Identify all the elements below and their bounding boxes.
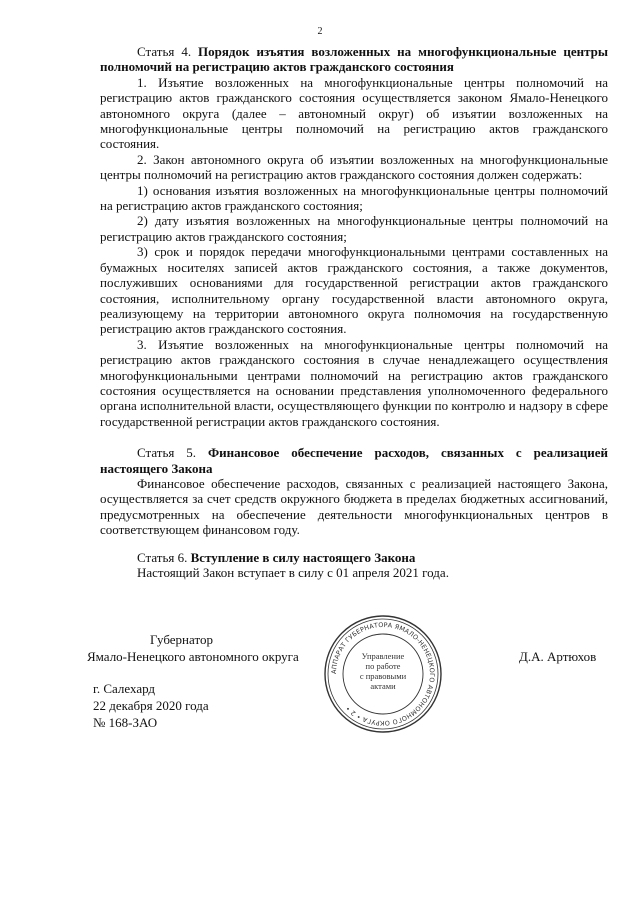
article-6-title: Вступление в силу настоящего Закона bbox=[190, 549, 416, 565]
article-5-prefix: Статья 5. bbox=[137, 445, 197, 461]
article-5-heading bbox=[100, 445, 608, 476]
law-number: № 168-ЗАО bbox=[93, 715, 158, 730]
article-4-heading bbox=[100, 44, 608, 75]
article-4-prefix: Статья 4. bbox=[137, 44, 192, 59]
svg-text:по работе: по работе bbox=[365, 661, 401, 671]
article-5-paragraph-1: Финансовое обеспечение расходов, связанных с реализацией настоящего Закона, осуществляется за счет средств окружного бюджета в пределах бюджетных ассигнований, предусмотренных на обеспечение деятельности многофункциональных центров в соответствующем финансовом году. bbox=[100, 475, 608, 538]
article-4-item-2: 2) дату изъятия возложенных на многофункциональные центры полномочий на регистрацию актов гражданского состояния; bbox=[100, 213, 608, 244]
signatory-name: Д.А. Артюхов bbox=[519, 649, 597, 664]
article-4-paragraph-3: 3. Изъятие возложенных на многофункциональные центры полномочий на регистрацию актов гражданского состояния в случае ненадлежащего осуществления многофункциональными центрами полномочий на регистрацию актов гражданского состояния осуществляется на основании представления уполномоченного федерального органа исполнительной власти, осуществляющего функции по контролю и надзору в сфере государственной регистрации актов гражданского состояния. bbox=[100, 336, 608, 429]
signatory-region: Ямало-Ненецкого автономного округа bbox=[87, 649, 299, 664]
article-4-paragraph-2: 2. Закон автономного округа об изъятии возложенных на многофункциональные центры полномочий на регистрацию актов гражданского состояния должен содержать: bbox=[100, 151, 608, 183]
svg-text:Управление: Управление bbox=[361, 651, 405, 661]
spacer bbox=[100, 538, 608, 550]
article-4-paragraph-1: 1. Изъятие возложенных на многофункциональные центры полномочий на регистрацию актов гражданского состояния осуществляется законом Ямало-Ненецкого автономного округа (далее – автономный округ) об изъятии возложенных на многофункциональные центры полномочий на регистрацию актов гражданского состояния. bbox=[100, 74, 608, 152]
article-6-heading bbox=[100, 550, 608, 565]
article-4-item-1: 1) основания изъятия возложенных на многофункциональные центры полномочий на регистрацию актов гражданского состояния; bbox=[100, 182, 608, 214]
article-4-title: Порядок изъятия возложенных на многофункциональные центры полномочий на регистрацию актов гражданского состояния bbox=[100, 44, 608, 75]
svg-text:АППАРАТ ГУБЕРНАТОРА ЯМАЛО-НЕНЕ: АППАРАТ ГУБЕРНАТОРА ЯМАЛО-НЕНЕЦКОГО АВТОНОМНОГО ОКРУГА • 2 • bbox=[329, 620, 437, 728]
article-4-item-3: 3) срок и порядок передачи многофункциональными центрами составленных на бумажных носителях записей актов гражданского состояния, а также документов, послуживших основаниями для государственной регистрации актов гражданского состояния, исполнительному органу государственной власти автономного округа, реализующему на территории автономного округа полномочия на государственную регистрацию актов гражданского состояния. bbox=[100, 244, 608, 337]
svg-text:с правовыми: с правовыми bbox=[359, 671, 407, 681]
article-6-prefix: Статья 6. bbox=[137, 549, 188, 565]
svg-text:актами: актами bbox=[370, 681, 396, 691]
official-seal bbox=[322, 613, 444, 735]
signing-place: г. Салехард bbox=[93, 681, 156, 696]
article-6-paragraph-1: Настоящий Закон вступает в силу с 01 апреля 2021 года. bbox=[137, 565, 449, 580]
signing-date: 22 декабря 2020 года bbox=[93, 698, 209, 713]
page-number: 2 bbox=[317, 26, 323, 37]
article-5-title: Финансовое обеспечение расходов, связанных с реализацией настоящего Закона bbox=[100, 445, 608, 476]
signatory-title: Губернатор bbox=[150, 632, 213, 647]
spacer bbox=[100, 429, 608, 445]
document-body bbox=[100, 44, 608, 580]
